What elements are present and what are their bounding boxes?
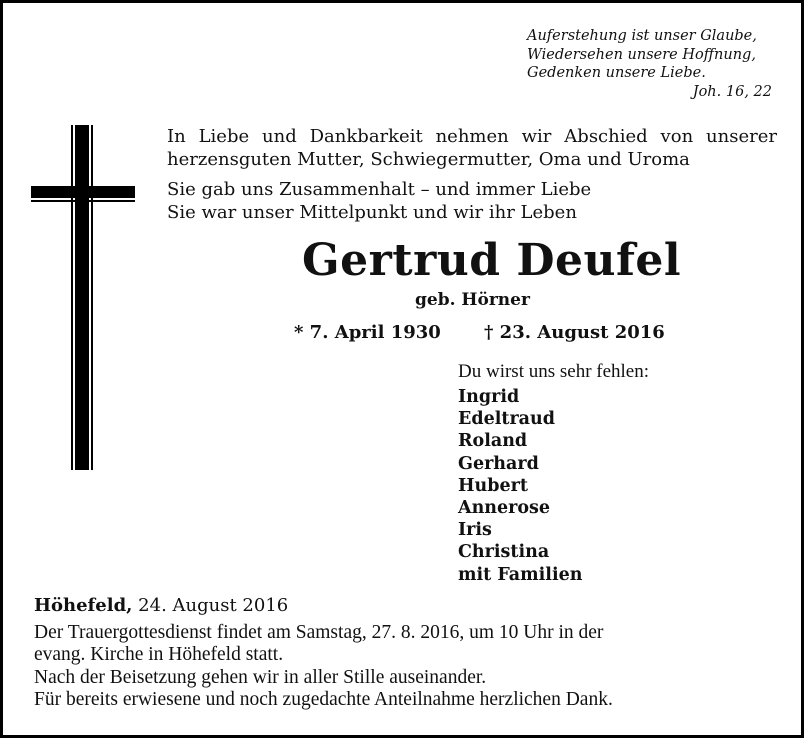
mourners-heading: Du wirst uns sehr fehlen:	[458, 361, 650, 382]
death-date: † 23. August 2016	[484, 322, 665, 343]
mottos	[167, 178, 591, 224]
notice-line: Für bereits erwiesene und noch zugedachte Anteilnahme herzlichen Dank.	[34, 689, 613, 711]
intro-line: In Liebe und Dankbarkeit nehmen wir Abschied von unserer	[167, 126, 777, 147]
cross-icon	[31, 125, 141, 473]
mourner-name: mit Familien	[458, 564, 583, 585]
maiden-name: geb. Hörner	[415, 290, 530, 310]
quote-line: Gedenken unsere Liebe.	[527, 65, 706, 81]
birth-date: * 7. April 1930	[294, 322, 441, 343]
date: 24. August 2016	[138, 595, 289, 616]
intro-line: herzensguten Mutter, Schwiegermutter, Oma und Uroma	[167, 149, 690, 170]
motto-line: Sie gab uns Zusammenhalt – und immer Liebe	[167, 179, 592, 200]
place: Höhefeld,	[34, 595, 133, 616]
notice-line: Der Trauergottesdienst findet am Samstag, 27. 8. 2016, um 10 Uhr in der	[34, 622, 604, 643]
mourner-name: Edeltraud	[458, 409, 555, 430]
quote-reference: Joh. 16, 22	[692, 83, 772, 100]
deceased-name: Gertrud Deufel	[302, 235, 682, 286]
quote-line: Auferstehung ist unser Glaube,	[527, 28, 757, 44]
notice-text	[34, 622, 613, 712]
intro-text	[167, 125, 777, 171]
mourner-name: Gerhard	[458, 453, 539, 474]
mourner-name: Hubert	[458, 475, 528, 496]
mourner-name: Annerose	[458, 497, 551, 518]
mourners-list	[458, 386, 582, 586]
quote-line: Wiedersehen unsere Hoffnung,	[527, 46, 756, 63]
motto-line: Sie war unser Mittelpunkt und wir ihr Leben	[167, 202, 577, 223]
notice-line: Nach der Beisetzung gehen wir in aller Stille auseinander.	[34, 666, 487, 688]
notice-line: evang. Kirche in Höhefeld statt.	[34, 644, 284, 666]
mourner-name: Iris	[458, 520, 492, 541]
mourner-name: Roland	[458, 431, 528, 452]
bible-quote	[527, 27, 772, 101]
mourner-name: Ingrid	[458, 387, 520, 407]
place-date	[34, 594, 288, 618]
mourner-name: Christina	[458, 542, 550, 563]
